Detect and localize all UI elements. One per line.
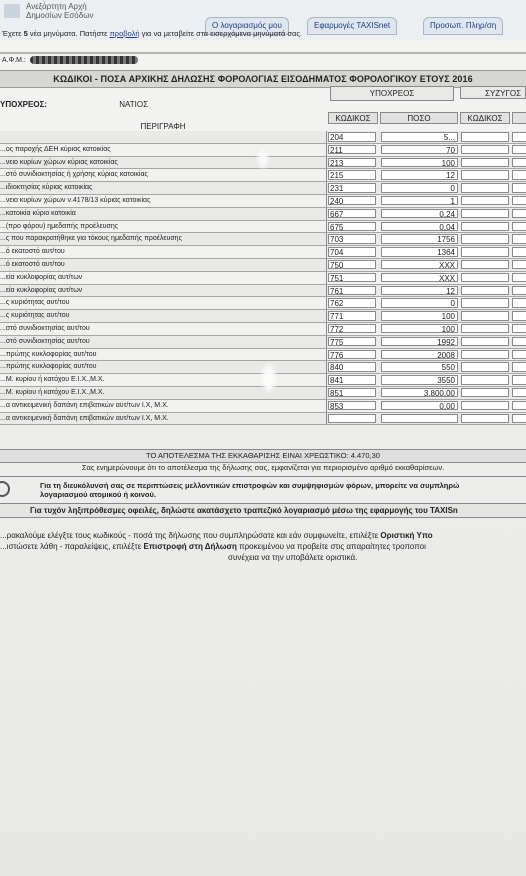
- table-row: [0, 285, 526, 298]
- row-description: ...στό συνιδιοκτησίας αυτ/του: [0, 336, 327, 348]
- row-amount: 5...: [381, 132, 458, 142]
- table-row: [0, 323, 526, 336]
- row-spouse-code: [461, 234, 509, 244]
- table-row: [0, 195, 526, 208]
- row-code: 775: [328, 337, 376, 347]
- instruction-text: προκειμένου να προβείτε στις απαραίτητες τροποποι: [239, 542, 426, 551]
- table-row: [0, 221, 526, 234]
- row-spouse-code: [461, 286, 509, 296]
- row-amount: 70: [381, 145, 458, 155]
- row-description: ...ς που παρακρατήθηκε για τόκους ημεδαπής προέλευσης: [0, 233, 327, 245]
- instruction-text: ...ρακαλούμε ελέγξτε τους κωδικούς - ποσά της δήλωσης που συμπληρώσατε και εάν συμφωνείτε, επιλέξτε: [0, 531, 379, 540]
- row-spouse-amount: [512, 260, 526, 270]
- row-description: ...κατοικία κύριο κατοικία: [0, 208, 327, 220]
- message-count: 5: [23, 29, 28, 38]
- row-code: 750: [328, 260, 376, 270]
- settlement-result: ΤΟ ΑΠΟΤΕΛΕΣΜΑ ΤΗΣ ΕΚΚΑΘΑΡΙΣΗΣ ΕΙΝΑΙ ΧΡΕΩΣΤΙΚΟ: 4.470,30: [0, 449, 526, 463]
- row-spouse-code: [461, 222, 509, 232]
- row-code: 667: [328, 209, 376, 219]
- row-amount: 3550: [381, 375, 458, 385]
- agency-line-2: Δημοσίων Εσόδων: [26, 11, 94, 20]
- row-amount: 0,04: [381, 222, 458, 232]
- row-spouse-amount: [512, 401, 526, 411]
- row-amount: XXX: [381, 273, 458, 283]
- table-row: [0, 413, 526, 426]
- row-code: 853: [328, 401, 376, 411]
- refund-note-text: [40, 481, 526, 499]
- table-row: [0, 297, 526, 310]
- agency-line-1: Ανεξάρτητη Αρχή: [26, 2, 87, 11]
- row-description: ...νειο κυρίων χώρων κύριας κατοικίας: [0, 157, 327, 169]
- row-description: ...(προ φόρου) ημεδαπής προέλευσης: [0, 221, 327, 233]
- afm-label: Α.Φ.Μ.:: [2, 56, 26, 64]
- row-amount: 12: [381, 170, 458, 180]
- row-spouse-code: [461, 158, 509, 168]
- amount-column-header: ΠΟΣΟ: [380, 112, 458, 124]
- row-description: ...εία κυκλοφορίας αυτ/των: [0, 272, 327, 284]
- message-bar: [0, 28, 526, 40]
- row-spouse-amount: [512, 209, 526, 219]
- row-spouse-code: [461, 183, 509, 193]
- row-code: 840: [328, 362, 376, 372]
- table-row: [0, 246, 526, 259]
- instruction-text: ...ιστώσετε λάθη - παραλείψεις, επιλέξτε: [0, 542, 142, 551]
- row-amount: 2008: [381, 350, 458, 360]
- row-spouse-amount: [512, 311, 526, 321]
- row-description: ...πρώτης κυκλοφορίας αυτ/του: [0, 361, 327, 373]
- row-spouse-amount: [512, 414, 526, 424]
- taxpayer-label: ΥΠΟΧΡΕΟΣ:: [0, 100, 48, 109]
- row-code: 841: [328, 375, 376, 385]
- row-description: ...ς κυριότητας αυτ/του: [0, 310, 327, 322]
- redacted-afm: [30, 56, 138, 64]
- row-spouse-amount: [512, 158, 526, 168]
- row-code: 703: [328, 234, 376, 244]
- row-code: 762: [328, 298, 376, 308]
- final-submission-link[interactable]: Οριστική Υπο: [380, 531, 433, 540]
- message-text-after: για να μεταβείτε στα εισερχόμενα μηνύματά σας.: [141, 29, 303, 38]
- message-prefix: Έχετε: [2, 29, 22, 38]
- row-spouse-code: [461, 247, 509, 257]
- result-note: Σας ενημερώνουμε ότι το αποτέλεσμα της δήλωσης σας, εμφανίζεται για περιορισμένο αριθμό εκκαθαρίσεων.: [81, 463, 445, 472]
- row-spouse-amount: [512, 170, 526, 180]
- table-row: [0, 131, 526, 144]
- row-amount: 550: [381, 362, 458, 372]
- row-spouse-amount: [512, 362, 526, 372]
- row-description: ...ος παροχής ΔΕΗ κύριας κατοικίας: [0, 144, 327, 156]
- row-spouse-amount: [512, 196, 526, 206]
- row-spouse-code: [461, 375, 509, 385]
- row-description: ...ό εκατοστό αυτ/του: [0, 246, 327, 258]
- row-spouse-code: [461, 337, 509, 347]
- row-description: ...α αντικειμενική δαπάνη επιβατικών αυτ/των Ι.Χ, Μ.Χ.: [0, 413, 327, 425]
- row-spouse-code: [461, 273, 509, 283]
- row-spouse-amount: [512, 324, 526, 334]
- row-spouse-code: [461, 414, 509, 424]
- row-amount: 1364: [381, 247, 458, 257]
- row-spouse-amount: [512, 350, 526, 360]
- row-amount: 1: [381, 196, 458, 206]
- row-amount: 0,00: [381, 401, 458, 411]
- spouse-amount-column-header: [512, 112, 526, 124]
- table-row: [0, 169, 526, 182]
- row-spouse-code: [461, 209, 509, 219]
- table-row: [0, 272, 526, 285]
- message-text-before: νέα μηνύματα. Πατήστε: [29, 29, 108, 38]
- row-spouse-code: [461, 311, 509, 321]
- taxpayer-name-value: ΝΑΤΙΟΣ: [119, 100, 149, 109]
- row-spouse-amount: [512, 273, 526, 283]
- table-row: [0, 259, 526, 272]
- description-column-header: ΠΕΡΙΓΡΑΦΗ: [0, 110, 326, 133]
- row-spouse-code: [461, 132, 509, 142]
- row-description: ...στό συνιδιοκτησίας αυτ/του: [0, 323, 327, 335]
- row-code: 704: [328, 247, 376, 257]
- row-description: ...ό εκατοστό αυτ/του: [0, 259, 327, 271]
- instruction-line-3: συνέχεια να την υποβάλετε οριστικά.: [228, 553, 358, 562]
- tab-personal-info[interactable]: Προσωπ. Πληρ/ση: [423, 17, 503, 35]
- messages-view-link[interactable]: προβολή: [109, 29, 140, 38]
- afm-row: [2, 56, 138, 64]
- row-spouse-code: [461, 260, 509, 270]
- tab-my-account[interactable]: Ο λογαριασμός μου: [205, 17, 289, 35]
- row-amount: 12: [381, 286, 458, 296]
- row-amount: [381, 414, 458, 424]
- table-row: [0, 182, 526, 195]
- table-row: [0, 233, 526, 246]
- row-code: [328, 414, 376, 424]
- row-spouse-code: [461, 350, 509, 360]
- row-spouse-code: [461, 362, 509, 372]
- row-description: ...εία κυκλοφορίας αυτ/των: [0, 285, 327, 297]
- row-spouse-amount: [512, 145, 526, 155]
- row-spouse-code: [461, 324, 509, 334]
- row-code: 215: [328, 170, 376, 180]
- row-code: 771: [328, 311, 376, 321]
- row-code: 213: [328, 158, 376, 168]
- row-spouse-amount: [512, 286, 526, 296]
- row-amount: 0,24: [381, 209, 458, 219]
- row-amount: 1992: [381, 337, 458, 347]
- spouse-code-column-header: ΚΩΔΙΚΟΣ: [460, 112, 510, 124]
- refund-note-line-1: Για τη διευκόλυνσή σας σε περιπτώσεις μελλοντικών επιστροφών και συμψηφισμών φόρων, μπορείτε να συμπληρώ: [40, 481, 460, 490]
- row-spouse-code: [461, 298, 509, 308]
- glare-spot: [258, 150, 268, 168]
- row-description: ...ς κυριότητας αυτ/του: [0, 297, 327, 309]
- table-row: [0, 208, 526, 221]
- row-description: ...στό συνιδιοκτησίας ή χρήσης κύριας κατοικίας: [0, 169, 327, 181]
- syzygos-header: ΣΥΖΥΓΟΣ: [460, 86, 526, 99]
- row-spouse-code: [461, 388, 509, 398]
- row-amount: 0: [381, 183, 458, 193]
- row-code: 675: [328, 222, 376, 232]
- instruction-line-1: [0, 530, 526, 541]
- row-code: 761: [328, 286, 376, 296]
- row-spouse-amount: [512, 375, 526, 385]
- refund-note-line-2: λογαριασμού ατομικού ή κοινού.: [40, 490, 156, 499]
- row-spouse-amount: [512, 388, 526, 398]
- row-description: ...πρώτης κυκλοφορίας αυτ/του: [0, 349, 327, 361]
- table-row: [0, 349, 526, 362]
- row-description: ...νειο κυρίων χώρων ν.4178/13 κύριας κατοικίας: [0, 195, 327, 207]
- bank-account-note: Για τυχόν ληξιπρόθεσμες οφειλές, δηλώστε ακατάσχετο τραπεζικό λογαριασμό μέσω της εφαρμογής του TAXISn: [0, 504, 526, 518]
- tab-taxisnet-apps[interactable]: Εφαρμογές TAXISnet: [307, 17, 397, 35]
- row-description: ...α αντικειμενική δαπάνη επιβατικών αυτ/των Ι.Χ, Μ.Χ.: [0, 400, 327, 412]
- return-to-declaration-link[interactable]: Επιστροφή στη Δήλωση: [143, 542, 237, 551]
- code-column-header: ΚΩΔΙΚΟΣ: [328, 112, 378, 124]
- instruction-line-2: [0, 541, 526, 552]
- refund-account-note: [0, 476, 526, 504]
- row-code: 772: [328, 324, 376, 334]
- table-row: [0, 336, 526, 349]
- row-description: ...ιδιοκτησίας κύριας κατοικίας: [0, 182, 327, 194]
- row-spouse-code: [461, 196, 509, 206]
- divider: [0, 52, 526, 54]
- row-amount: 1756: [381, 234, 458, 244]
- row-amount: 3.800,00: [381, 388, 458, 398]
- row-amount: 100: [381, 311, 458, 321]
- row-code: 231: [328, 183, 376, 193]
- row-amount: 100: [381, 158, 458, 168]
- row-amount: 100: [381, 324, 458, 334]
- row-spouse-amount: [512, 132, 526, 142]
- row-description: [0, 131, 327, 143]
- agency-name: [26, 2, 93, 20]
- submission-instructions: [0, 530, 526, 563]
- row-spouse-amount: [512, 298, 526, 308]
- row-spouse-amount: [512, 234, 526, 244]
- row-spouse-code: [461, 170, 509, 180]
- table-row: [0, 400, 526, 413]
- row-code: 240: [328, 196, 376, 206]
- row-code: 751: [328, 273, 376, 283]
- aade-logo-icon: [4, 4, 20, 18]
- glare-spot: [262, 365, 276, 391]
- taxpayer-name: [0, 100, 148, 109]
- ypoxreos-header: ΥΠΟΧΡΕΟΣ: [330, 86, 454, 101]
- row-code: 851: [328, 388, 376, 398]
- row-spouse-amount: [512, 337, 526, 347]
- row-code: 211: [328, 145, 376, 155]
- row-spouse-amount: [512, 183, 526, 193]
- row-description: ...Μ. κυρίου ή κατόχου Ε.Ι.Χ.,Μ.Χ.: [0, 387, 327, 399]
- row-description: ...Μ. κυρίου ή κατόχου Ε.Ι.Χ.,Μ.Χ.: [0, 374, 327, 386]
- table-row: [0, 387, 526, 400]
- row-amount: 0: [381, 298, 458, 308]
- page-title: ΚΩΔΙΚΟΙ - ΠΟΣΑ ΑΡΧΙΚΗΣ ΔΗΛΩΣΗΣ ΦΟΡΟΛΟΓΙΑΣ ΕΙΣΟΔΗΜΑΤΟΣ ΦΟΡΟΛΟΓΙΚΟΥ ΕΤΟΥΣ 2016: [0, 70, 526, 88]
- row-spouse-amount: [512, 222, 526, 232]
- row-spouse-amount: [512, 247, 526, 257]
- info-icon: [0, 481, 10, 497]
- row-amount: XXX: [381, 260, 458, 270]
- table-row: [0, 310, 526, 323]
- row-spouse-code: [461, 145, 509, 155]
- row-code: 776: [328, 350, 376, 360]
- row-spouse-code: [461, 401, 509, 411]
- row-code: 204: [328, 132, 376, 142]
